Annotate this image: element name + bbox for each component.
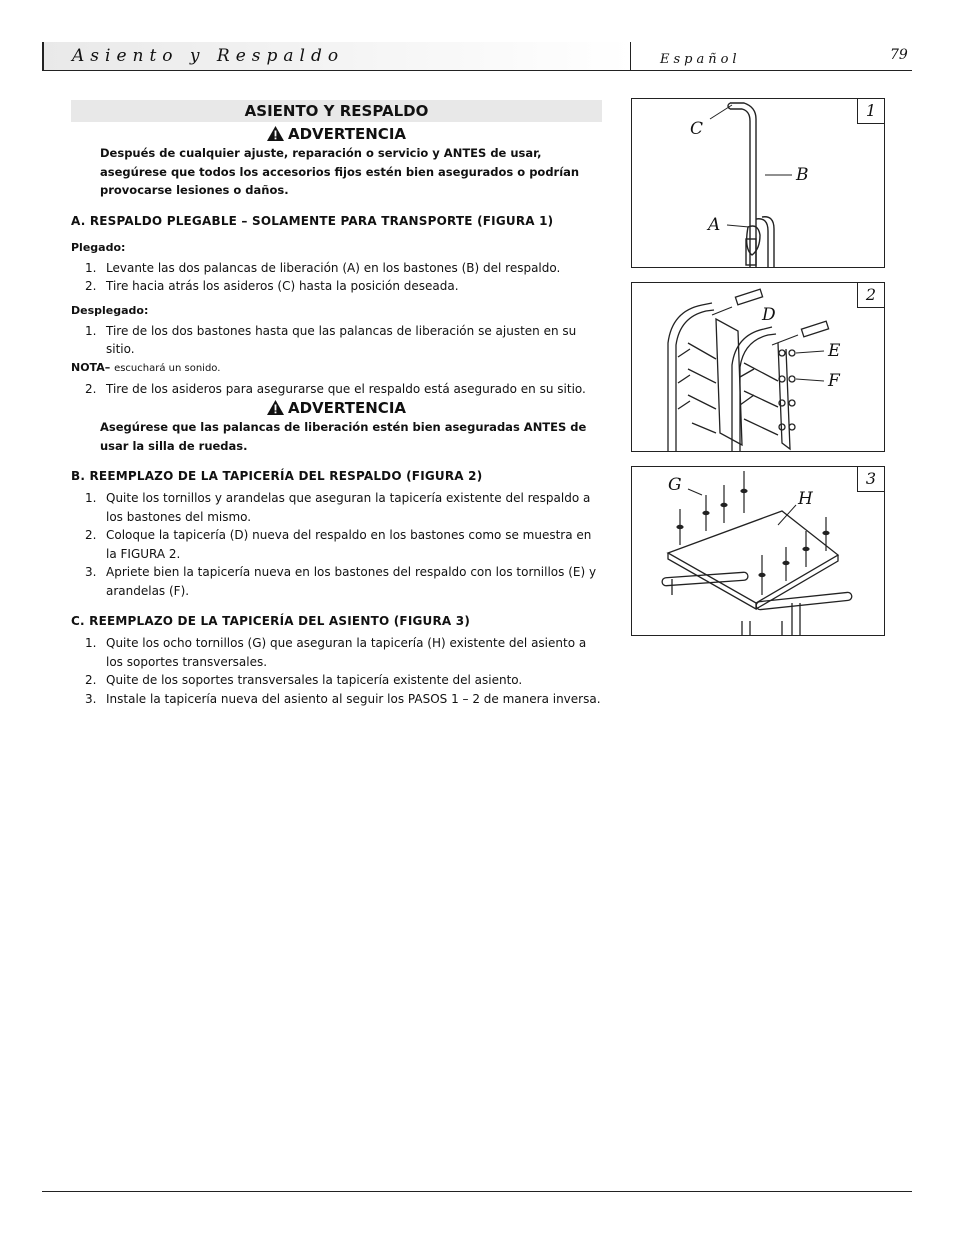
section-title: ASIENTO Y RESPALDO xyxy=(71,100,602,122)
warning-icon xyxy=(267,126,284,146)
page-header-title: Asiento y Respaldo xyxy=(72,46,345,66)
warning-title: ADVERTENCIA xyxy=(287,399,407,417)
figure-label-d: D xyxy=(762,305,776,325)
plegado-steps xyxy=(71,259,602,296)
main-content xyxy=(71,100,602,708)
figure-number: 3 xyxy=(857,467,884,492)
list-item: 2. Tire hacia atrás los asideros (C) hasta la posición deseada. xyxy=(85,279,459,293)
figure-3 xyxy=(631,466,885,636)
figure-2-drawing xyxy=(632,283,884,451)
desplegado-label: Desplegado: xyxy=(71,303,149,317)
header-language: Español xyxy=(660,52,741,67)
list-item: 1. Tire de los dos bastones hasta que las palancas de liberación se ajusten en su sitio. xyxy=(85,323,577,356)
header-rule xyxy=(630,70,912,71)
desplegado-steps xyxy=(71,322,602,359)
list-item: 3. Apriete bien la tapicería nueva en los bastones del respaldo con los tornillos (E) y arandelas (F). xyxy=(85,565,597,598)
figure-label-f: F xyxy=(828,371,840,391)
figure-label-h: H xyxy=(798,489,813,509)
figure-2 xyxy=(631,282,885,452)
nota-text: escuchará un sonido. xyxy=(114,362,221,374)
list-item: 2. Tire de los asideros para asegurarse que el respaldo está asegurado en su sitio. xyxy=(85,381,586,396)
part-b-title: B. REEMPLAZO DE LA TAPICERÍA DEL RESPALDO (FIGURA 2) xyxy=(71,469,483,483)
part-b-steps xyxy=(71,489,602,600)
part-a-title: A. RESPALDO PLEGABLE – SOLAMENTE PARA TRANSPORTE (FIGURA 1) xyxy=(71,213,554,228)
list-item: 1. Quite los ocho tornillos (G) que aseguran la tapicería (H) existente del asiento a los soportes transversales. xyxy=(85,636,587,669)
warning-text-2: Asegúrese que las palancas de liberación estén bien aseguradas ANTES de usar la silla de ruedas. xyxy=(100,420,587,453)
nota xyxy=(71,359,602,377)
warning-icon xyxy=(267,400,284,420)
part-c-steps xyxy=(71,634,602,708)
figure-label-b: B xyxy=(796,165,809,185)
list-item: 2. Coloque la tapicería (D) nueva del respaldo en los bastones como se muestra en la FIGURA 2. xyxy=(85,528,592,561)
figure-number: 2 xyxy=(857,283,884,308)
figure-label-a: A xyxy=(708,215,721,235)
part-c-title: C. REEMPLAZO DE LA TAPICERÍA DEL ASIENTO (FIGURA 3) xyxy=(71,614,471,628)
page-number: 79 xyxy=(890,47,908,63)
warning-heading-2 xyxy=(71,398,602,418)
figure-1-drawing xyxy=(632,99,884,267)
header-divider xyxy=(630,42,631,70)
warning-heading xyxy=(71,124,602,144)
footer-rule xyxy=(42,1191,912,1192)
nota-label: NOTA– xyxy=(71,360,111,374)
list-item: 2. Quite de los soportes transversales la tapicería existente del asiento. xyxy=(85,673,523,687)
warning-text: Después de cualquier ajuste, reparación o servicio y ANTES de usar, asegúrese que todos los accesorios fijos estén bien asegurados o podrían provocarse lesiones o daños. xyxy=(100,146,580,197)
figure-1 xyxy=(631,98,885,268)
figure-label-c: C xyxy=(690,119,704,139)
list-item: 3. Instale la tapicería nueva del asiento al seguir los PASOS 1 – 2 de manera inversa. xyxy=(85,691,601,706)
warning-title: ADVERTENCIA xyxy=(287,125,407,143)
plegado-label: Plegado: xyxy=(71,240,126,254)
figure-label-e: E xyxy=(828,341,841,361)
figure-number: 1 xyxy=(857,99,884,124)
list-item: 1. Quite los tornillos y arandelas que aseguran la tapicería existente del respaldo a los bastones del mismo. xyxy=(85,491,591,524)
figure-label-g: G xyxy=(668,475,682,495)
list-item: 1. Levante las dos palancas de liberación (A) en los bastones (B) del respaldo. xyxy=(85,260,561,275)
desplegado-steps-2 xyxy=(71,380,602,399)
